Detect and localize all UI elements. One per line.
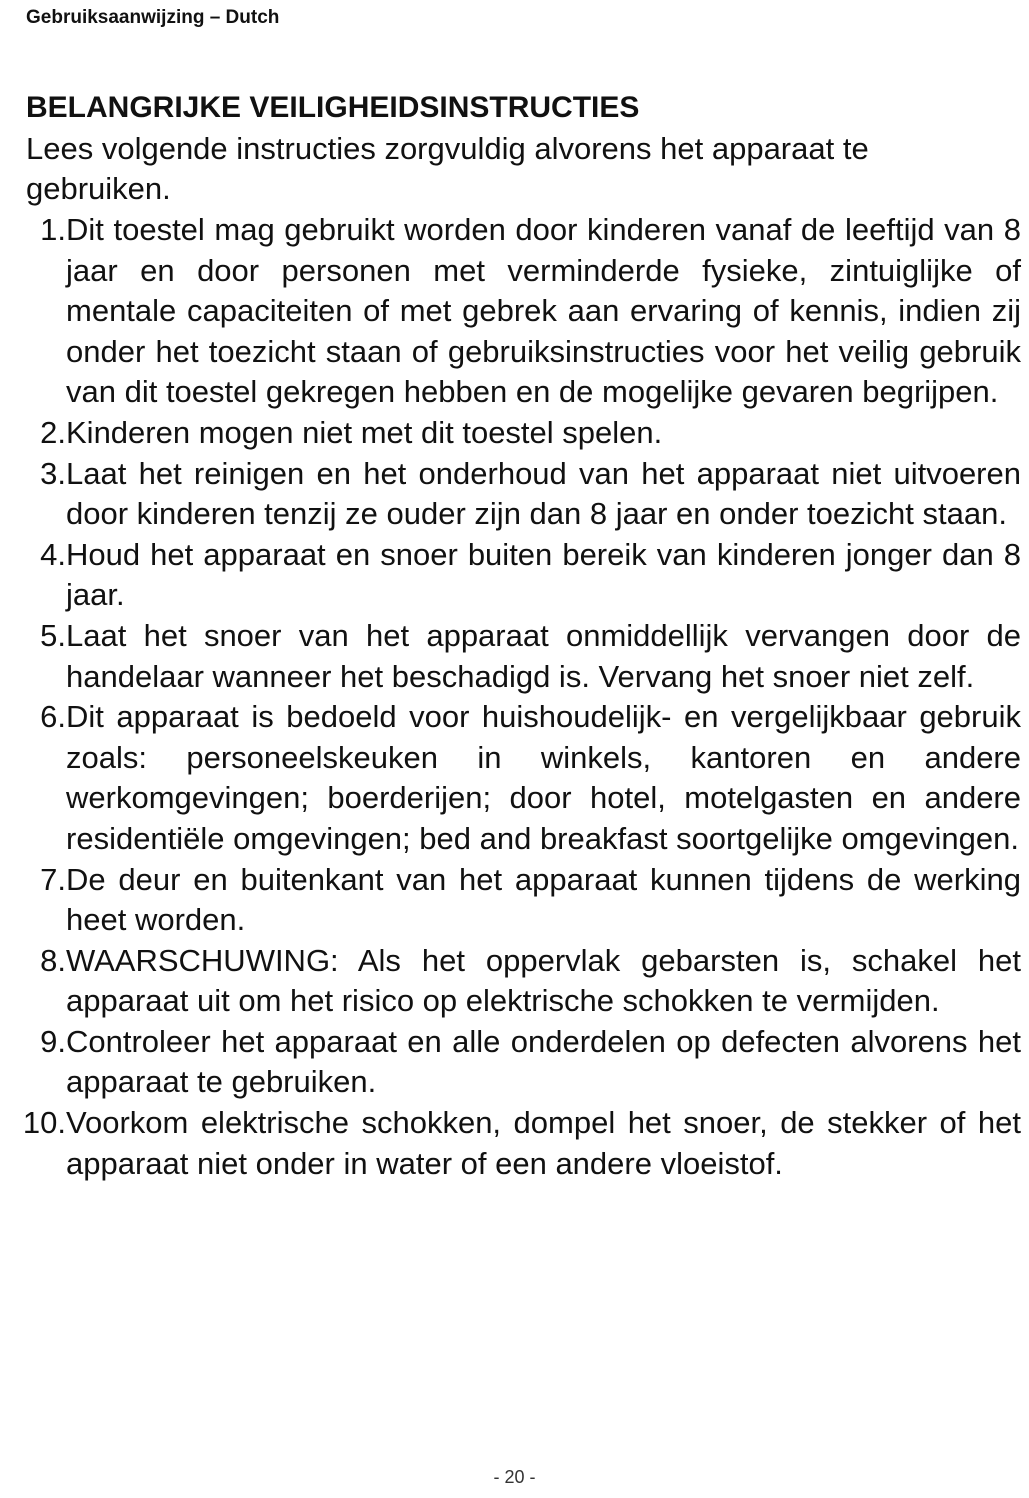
list-item: [0, 697, 1029, 859]
item-text: Laat het snoer van het apparaat onmiddellijk vervangen door de handelaar wanneer het beschadigd is. Vervang het snoer niet zelf.: [66, 617, 1021, 694]
item-text: WAARSCHUWING: Als het oppervlak gebarsten is, schakel het apparaat uit om het risico op elektrische schokken te vermijden.: [66, 942, 1021, 1019]
section-heading: BELANGRIJKE VEILIGHEIDSINSTRUCTIES: [26, 91, 640, 124]
item-text: Controleer het apparaat en alle onderdelen op defecten alvorens het apparaat te gebruiken.: [66, 1023, 1021, 1100]
item-text: Dit apparaat is bedoeld voor huishoudelijk- en vergelijkbaar gebruik zoals: personeelskeuken in winkels, kantoren en andere werkomgevingen; boerderijen; door hotel, motelgasten en andere residentiële omgevingen; bed and breakfast soortgelijke omgevingen.: [66, 699, 1021, 856]
item-number: 6.: [40, 699, 66, 735]
list-item: [0, 1103, 1029, 1184]
list-item: [0, 941, 1029, 1022]
list-item: [0, 860, 1029, 941]
item-text: Kinderen mogen niet met dit toestel spelen.: [66, 414, 663, 450]
item-number: 4.: [40, 536, 66, 572]
item-number: 5.: [40, 617, 66, 653]
item-text: Houd het apparaat en snoer buiten bereik van kinderen jonger dan 8 jaar.: [66, 536, 1021, 613]
item-text: Voorkom elektrische schokken, dompel het snoer, de stekker of het apparaat niet onder in water of een andere vloeistof.: [66, 1105, 1021, 1181]
item-number: 9.: [40, 1023, 66, 1059]
item-text: De deur en buitenkant van het apparaat kunnen tijdens de werking heet worden.: [66, 861, 1021, 938]
list-item: [0, 413, 1029, 454]
safety-instructions-list: [0, 210, 1029, 1184]
item-number: 7.: [40, 861, 66, 897]
list-item: [0, 616, 1029, 697]
list-item: [0, 454, 1029, 535]
list-item: [0, 1022, 1029, 1103]
item-text: Laat het reinigen en het onderhoud van het apparaat niet uitvoeren door kinderen tenzij ze ouder zijn dan 8 jaar en onder toezicht staan.: [66, 455, 1021, 532]
item-number: 10.: [22, 1105, 66, 1141]
list-item: [0, 535, 1029, 616]
item-number: 1.: [40, 212, 66, 247]
item-number: 3.: [40, 455, 66, 491]
item-number: 8.: [40, 942, 66, 978]
page-number: - 20 -: [493, 1467, 536, 1487]
document-header: Gebruiksaanwijzing – Dutch: [26, 7, 280, 28]
item-number: 2.: [40, 414, 66, 450]
intro-paragraph: Lees volgende instructies zorgvuldig alvorens het apparaat te gebruiken.: [26, 131, 869, 206]
list-item: [0, 210, 1029, 413]
item-text: Dit toestel mag gebruikt worden door kinderen vanaf de leeftijd van 8 jaar en door personen met verminderde fysieke, zintuiglijke of mentale capaciteiten of met gebrek aan ervaring of kennis, indien zij onder het toezicht staan of gebruiksinstructies voor het veilig gebruik van dit toestel gekregen hebben en de mogelijke gevaren begrijpen.: [66, 212, 1021, 410]
